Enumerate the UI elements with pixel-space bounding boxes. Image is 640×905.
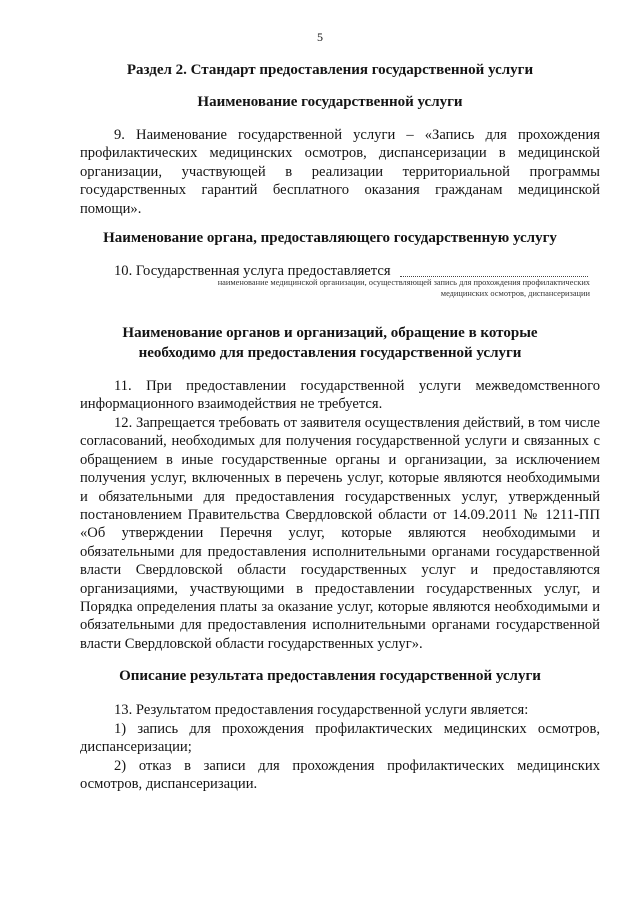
paragraph-13: 13. Результатом предоставления государственной услуги является: — [114, 702, 529, 718]
paragraph-13-item-2: 2) отказ в записи для прохождения профилактических медицинских осмотров, диспансеризации. — [80, 758, 600, 793]
section-title: Раздел 2. Стандарт предоставления государственной услуги — [126, 62, 534, 78]
heading-organizations: Наименование органов и организаций, обращение в которые необходимо для предоставления государственной услуги — [122, 325, 538, 361]
heading-service-name: Наименование государственной услуги — [197, 94, 463, 110]
paragraph-10-note: наименование медицинской организации, осуществляющей запись для прохождения профилактических медицинских осмотров, диспансеризации — [217, 278, 590, 298]
paragraph-13-item-1: 1) запись для прохождения профилактических медицинских осмотров, диспансеризации; — [80, 721, 600, 756]
paragraph-9: 9. Наименование государственной услуги – «Запись для прохождения профилактических медицинских осмотров, диспансеризации в медицинской организации, участвующей в реализации территориальной программы государственных гарантий бесплатного оказания гражданам медицинской помощи». — [80, 127, 600, 217]
paragraph-10: 10. Государственная услуга предоставляется — [114, 263, 391, 279]
paragraph-12: 12. Запрещается требовать от заявителя осуществления действий, в том числе согласований, необходимых для получения государственной услуги и связанных с обращением в иные государственные органы и организации, за исключением получения услуг, включенных в перечень услуг, которые являются необходимыми и обязательными для предоставления государственных услуг, утвержденный постановлением Правительства Свердловской области от 14.09.2011 № 1211-ПП «Об утверждении Перечня услуг, которые являются необходимыми и обязательными для предоставления исполнительными органами государственной власти Свердловской области государственных услуг и предоставляются организациями, участвующими в предоставлении государственных услуг, и Порядка определения платы за оказание услуг, которые являются необходимыми и обязательными для предоставления исполнительными органами государственной власти Свердловской области государственных услуг». — [80, 415, 600, 652]
heading-result: Описание результата предоставления государственной услуги — [119, 668, 541, 684]
paragraph-11: 11. При предоставлении государственной услуги межведомственного информационного взаимодействия не требуется. — [80, 378, 600, 413]
heading-authority: Наименование органа, предоставляющего государственную услугу — [103, 230, 557, 246]
page-number: 5 — [317, 30, 323, 44]
